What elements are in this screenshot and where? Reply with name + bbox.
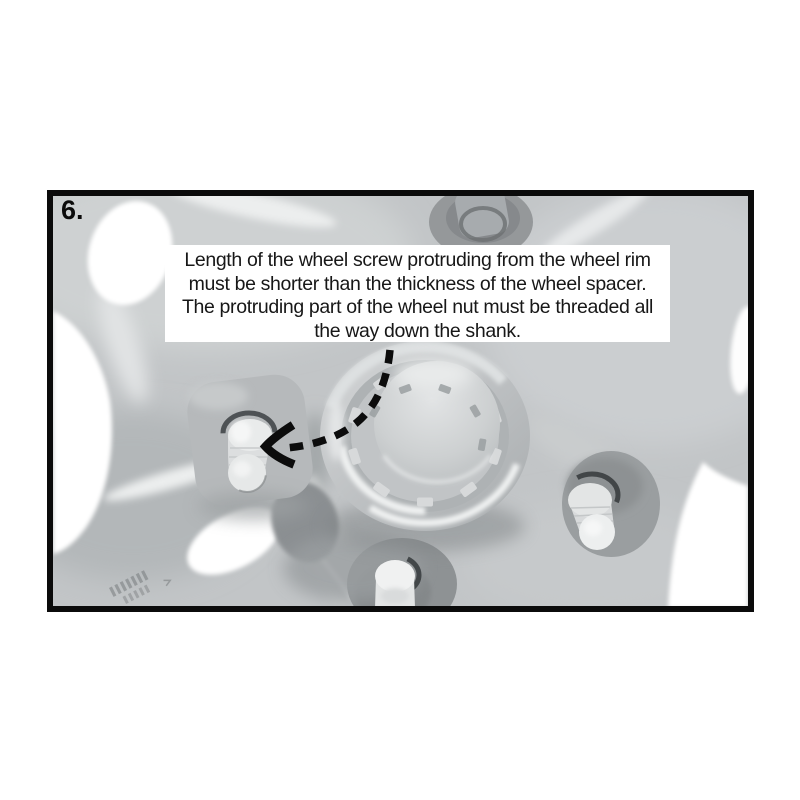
hub-center-bore — [320, 341, 530, 552]
caption-line-1: Length of the wheel screw protruding from the wheel rim — [184, 249, 651, 271]
step-number-label: 6. — [61, 195, 84, 225]
caption-line-3: The protruding part of the wheel nut must be threaded all — [181, 296, 654, 318]
caption-box — [165, 245, 670, 342]
caption-line-4: the way down the shank. — [314, 319, 521, 342]
caption-line-2: must be shorter than the thickness of the wheel spacer. — [188, 272, 647, 295]
instruction-figure-panel — [47, 190, 754, 612]
